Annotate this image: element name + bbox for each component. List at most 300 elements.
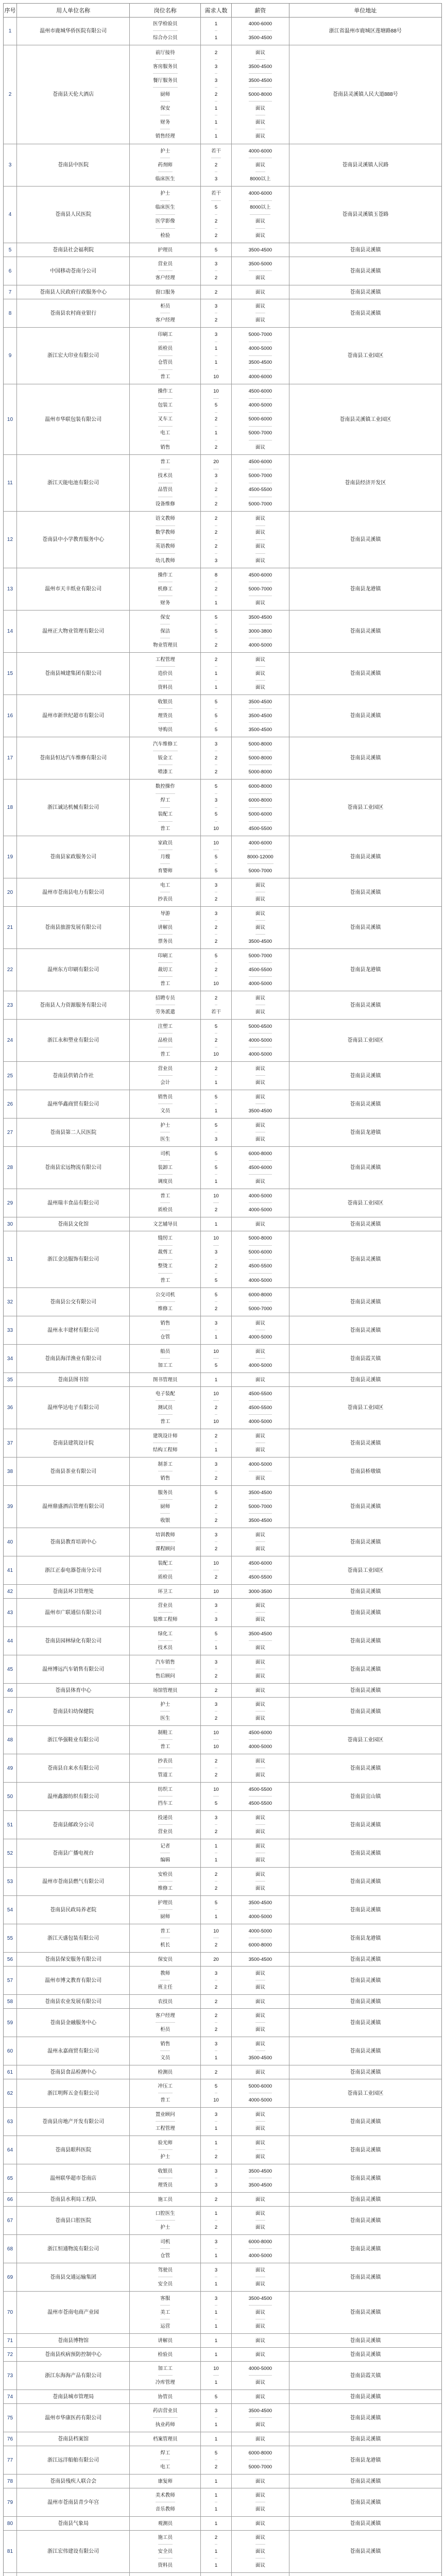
position-list (130, 1599, 201, 1626)
company-name: 苍南县人力资源服务有限公司 (17, 991, 130, 1019)
salary-list (232, 1783, 289, 1810)
company-address: 苍南县龙港镇 (350, 967, 381, 973)
salary-list (232, 1953, 289, 1966)
position-salary: 4000-5000 (248, 1744, 272, 1750)
table-row (4, 1062, 441, 1090)
position-count: 10 (213, 1783, 219, 1797)
position-salary: 3500-4500 (249, 60, 272, 74)
count-list (201, 1217, 232, 1231)
salary-list (232, 2404, 289, 2432)
count-list (201, 2263, 232, 2291)
count-list (201, 2292, 232, 2333)
position-count: 2 (214, 275, 218, 281)
company-name (17, 2573, 130, 2576)
position-list (130, 1896, 201, 1924)
position-name: 柜员 (160, 2027, 170, 2032)
salary-list (232, 2334, 289, 2347)
position-name: 普工 (160, 1744, 170, 1750)
company-address: 苍南县灵溪镇 (350, 2520, 381, 2527)
position-salary: 面议 (255, 2306, 265, 2319)
position-name: 场馆管理员 (153, 1687, 178, 1693)
table-row (4, 1118, 441, 1147)
position-salary: 5000-6000 (249, 2079, 272, 2093)
position-count: 8 (215, 568, 217, 582)
position-salary: 4500-5500 (248, 1801, 272, 1806)
company-name: 温州联华超市苍南店 (17, 2164, 130, 2192)
salary-list (232, 737, 289, 779)
salary-list (232, 1373, 289, 1386)
company-name: 苍南县城市管理局 (17, 2390, 130, 2403)
count-list (201, 2235, 232, 2263)
position-salary: 面议 (255, 685, 265, 690)
position-list (130, 2164, 201, 2192)
company-name: 苍南县家政服务公司 (17, 836, 130, 878)
position-count: 3 (215, 1316, 217, 1330)
row-number: 37 (4, 1429, 17, 1457)
position-count: 1 (214, 1108, 218, 1114)
position-list (130, 1783, 201, 1810)
position-count: 5 (215, 201, 217, 215)
position-name: 保洁 (160, 624, 170, 638)
position-list (130, 144, 201, 186)
table-row (4, 2136, 441, 2164)
position-salary: 面议 (255, 1839, 265, 1853)
position-name: 装配工 (158, 808, 173, 822)
position-count: 2 (214, 642, 218, 648)
position-salary: 面议 (255, 1447, 265, 1453)
position-salary: 3500-4500 (249, 74, 272, 88)
row-number: 18 (4, 779, 17, 836)
position-name: 医学影像 (156, 215, 175, 229)
position-name: 营业员 (158, 1599, 173, 1613)
position-count: 1 (214, 1080, 218, 1086)
row-number: 9 (4, 328, 17, 384)
position-salary: 4000-6000 (249, 836, 272, 850)
position-salary: 面议 (255, 1886, 265, 1891)
position-salary: 面议 (255, 2380, 265, 2385)
company-name: 温州永嘉商贸有限公司 (17, 2037, 130, 2065)
position-count: 2 (214, 2069, 218, 2075)
position-count: 1 (214, 35, 218, 41)
position-salary: 4000-5000 (248, 1207, 272, 1213)
salary-list (232, 2432, 289, 2446)
salary-list (232, 1599, 289, 1626)
salary-list (232, 991, 289, 1019)
row-number: 69 (4, 2263, 17, 2291)
count-list (201, 1020, 232, 1061)
position-count: 1 (214, 2324, 218, 2329)
salary-list (232, 653, 289, 694)
position-count: 2 (215, 1260, 217, 1274)
position-list (130, 2037, 201, 2065)
company-name: 苍南县水利局工程队 (17, 2193, 130, 2206)
position-name: 护理员 (158, 1896, 173, 1910)
position-list (130, 836, 201, 878)
position-list (130, 2517, 201, 2530)
salary-list (232, 2037, 289, 2065)
position-count: 3 (215, 794, 217, 808)
count-list (201, 1684, 232, 1697)
position-name: 电子装配 (156, 1387, 175, 1401)
count-list (201, 1868, 232, 1895)
position-salary: 面议 (255, 667, 265, 681)
company-name: 温州市华联包装有限公司 (17, 384, 130, 454)
count-list (201, 1627, 232, 1655)
row-number: 7 (4, 285, 17, 299)
position-count: 2 (214, 317, 218, 323)
position-name: 测试员 (158, 1401, 173, 1415)
row-number: 43 (4, 1599, 17, 1626)
position-count: 3 (215, 469, 217, 483)
position-name: 技术员 (158, 1645, 173, 1651)
position-name: 月嫂 (160, 850, 170, 864)
company-name: 温州市天丰纸业有限公司 (17, 568, 130, 610)
row-number: 14 (4, 611, 17, 652)
company-address: 苍南县灵溪镇 (350, 2274, 381, 2280)
position-name: 运营 (160, 2324, 170, 2329)
position-name: 技术员 (158, 469, 173, 483)
position-count: 10 (213, 374, 219, 380)
position-count: 3 (215, 60, 217, 74)
table-row (4, 2263, 441, 2292)
salary-list (232, 878, 289, 906)
position-count: 5 (214, 2394, 218, 2400)
position-name: 工程管理 (156, 653, 175, 667)
count-list (201, 1811, 232, 1839)
company-name: 温州东方印刷有限公司 (17, 949, 130, 991)
company-address: 苍南县灵溪镇 (350, 2436, 381, 2442)
position-salary: 面议 (255, 878, 265, 892)
position-count: 2 (215, 158, 217, 172)
position-salary: 面议 (255, 1080, 265, 1086)
salary-list (232, 187, 289, 243)
salary-list (232, 1345, 289, 1372)
position-salary: 面议 (255, 2154, 265, 2160)
salary-list (232, 1147, 289, 1189)
position-list (130, 2009, 201, 2037)
salary-list (232, 2475, 289, 2488)
table-row (4, 1231, 441, 1288)
table-row (4, 1556, 441, 1585)
company-name: 苍南县恒达汽车维修有限公司 (17, 737, 130, 779)
position-list (130, 1189, 201, 1217)
salary-list (232, 1118, 289, 1146)
position-salary: 面议 (255, 1429, 265, 1443)
position-list (130, 2292, 201, 2333)
company-address: 苍南县灵溪镇 (350, 1822, 381, 1828)
position-name: 药剂师 (158, 158, 173, 172)
position-name: 结构工程师 (153, 1447, 178, 1453)
position-list (130, 1090, 201, 1118)
position-salary: 面议 (255, 232, 265, 239)
salary-list (232, 1967, 289, 1994)
company-address: 苍南县工业园区 (347, 1737, 384, 1743)
position-list (130, 187, 201, 243)
count-list (201, 737, 232, 779)
company-name: 苍南县供销合作社 (17, 1062, 130, 1090)
position-list (130, 1118, 201, 1146)
position-count: 3 (215, 2037, 217, 2051)
company-address: 苍南县灵溪镇 (350, 2478, 381, 2484)
position-count: 3 (214, 2182, 218, 2188)
position-list (130, 1585, 201, 1598)
position-name: 数学教师 (156, 526, 175, 540)
position-count: 2 (215, 751, 217, 765)
salary-list (232, 1288, 289, 1316)
count-list (201, 2390, 232, 2403)
position-salary: 面议 (255, 1754, 265, 1768)
company-name: 苍南县教育培训中心 (17, 1528, 130, 1556)
company-address: 苍南县灵溪镇 (350, 2069, 381, 2075)
position-count: 2 (214, 444, 218, 450)
position-name: 销售 (160, 444, 170, 450)
position-salary: 3500-4500 (248, 1956, 272, 1962)
position-count: 1 (214, 1914, 218, 1920)
position-count: 2 (214, 1476, 218, 1481)
position-list (130, 2432, 201, 2446)
position-name: 投递员 (158, 1811, 173, 1825)
position-list (130, 1839, 201, 1867)
salary-list (232, 2164, 289, 2192)
table-row (4, 1373, 441, 1387)
row-number: 60 (4, 2037, 17, 2065)
position-name: 品检员 (158, 1033, 173, 1047)
count-list (201, 1231, 232, 1287)
position-name: 管道工 (158, 1772, 173, 1778)
position-salary: 4500-5500 (248, 825, 272, 832)
position-list (130, 1062, 201, 1090)
position-name: 检验员 (158, 2351, 173, 2358)
position-salary: 面议 (255, 2545, 265, 2558)
row-number: 41 (4, 1556, 17, 1584)
position-count: 5 (214, 727, 218, 733)
count-list (201, 2573, 232, 2576)
count-list (201, 455, 232, 511)
position-name: 检验 (160, 232, 170, 239)
position-count: 2 (215, 88, 217, 101)
count-list (201, 568, 232, 610)
company-address: 苍南县灵溪镇 (350, 2217, 381, 2224)
position-name: 维修工 (158, 1306, 173, 1312)
company-address: 苍南县灵溪镇 (350, 1998, 381, 2005)
position-salary: 面议 (255, 133, 265, 139)
salary-list (232, 1698, 289, 1725)
position-name: 招聘专员 (156, 991, 175, 1005)
salary-list (232, 1486, 289, 1528)
row-number: 49 (4, 1754, 17, 1782)
position-list (130, 2362, 201, 2389)
position-count: 2 (215, 526, 217, 540)
row-number: 22 (4, 949, 17, 991)
position-list (130, 17, 201, 45)
position-salary: 面议 (255, 1998, 265, 2005)
position-name: 临床医生 (155, 176, 175, 182)
table-row (4, 991, 441, 1020)
position-name: 理货员 (158, 2182, 173, 2188)
position-count: 5 (215, 949, 217, 963)
position-count: 若干 (211, 1009, 221, 1015)
company-name: 浙江宏伟建设有限公司 (17, 2531, 130, 2572)
position-salary: 面议 (255, 1772, 265, 1778)
position-salary: 面议 (255, 1316, 265, 1330)
company-name: 苍南县眼科医院 (17, 2136, 130, 2164)
position-name: 家政员 (158, 836, 173, 850)
position-name: 包装工 (158, 399, 173, 413)
position-salary: 4000-5000 (249, 1033, 272, 1047)
position-count: 3 (215, 1967, 217, 1980)
position-count: 1 (214, 1179, 218, 1184)
position-list (130, 1345, 201, 1372)
position-name: 护士 (160, 144, 170, 158)
company-name: 苍南县残疾人联合会 (17, 2475, 130, 2488)
position-salary: 4000-5000 (248, 1363, 272, 1368)
row-number: 16 (4, 695, 17, 737)
position-salary: 面议 (255, 526, 265, 540)
table-row (4, 878, 441, 907)
count-list (201, 1429, 232, 1457)
position-salary: 4500-5500 (249, 1260, 272, 1274)
company-name: 苍南县人民医院 (17, 187, 130, 243)
position-list (130, 328, 201, 384)
position-list (130, 2235, 201, 2263)
position-list (130, 2263, 201, 2291)
salary-list (232, 512, 289, 568)
company-address: 苍南县灵溪镇 (350, 2175, 381, 2181)
position-salary: 5000-6000 (249, 1246, 272, 1260)
company-address: 苍南县灵溪镇 (350, 1221, 381, 1227)
position-count: 2 (214, 501, 218, 507)
position-count: 2 (214, 1829, 218, 1835)
position-count: 10 (213, 981, 219, 987)
position-name: 质检员 (158, 342, 173, 356)
position-count: 1 (214, 2351, 218, 2358)
position-salary: 面议 (255, 289, 265, 295)
salary-list (232, 1528, 289, 1556)
position-count: 2 (214, 2225, 218, 2230)
row-number: 24 (4, 1020, 17, 1061)
salary-list (232, 1754, 289, 1782)
table-row (4, 1585, 441, 1599)
position-name: 医学检验员 (153, 17, 178, 31)
position-salary: 3000-3800 (249, 624, 272, 638)
position-count: 5 (215, 1288, 217, 1302)
position-count: 10 (213, 1232, 219, 1246)
company-name: 苍南县民政局养老院 (17, 1896, 130, 1924)
position-list (130, 1217, 201, 1231)
position-salary: 面议 (255, 2337, 265, 2344)
position-salary: 3500-5000 (249, 257, 272, 271)
position-name: 培训教师 (156, 1528, 175, 1542)
position-count: 1 (215, 2306, 217, 2319)
row-number: 26 (4, 1090, 17, 1118)
position-name: 仓管 (160, 1334, 170, 1340)
position-salary: 面议 (255, 2263, 265, 2277)
position-salary: 6000-8000 (249, 1147, 272, 1161)
row-number: 78 (4, 2475, 17, 2488)
company-address: 苍南县灵溪镇 (350, 2394, 381, 2400)
row-number: 4 (4, 187, 17, 243)
position-salary: 4000-5000 (248, 1277, 272, 1283)
company-name: 中国移动苍南分公司 (17, 257, 130, 285)
salary-list (232, 1020, 289, 1061)
company-name: 苍南县金融服务中心 (17, 2009, 130, 2037)
position-count: 2 (214, 1985, 218, 1990)
position-name: 客户经理 (156, 2009, 175, 2023)
count-list (201, 1486, 232, 1528)
position-count: 1 (214, 133, 218, 139)
position-name: 普工 (160, 825, 170, 832)
position-name: 普工 (160, 455, 170, 469)
position-name: 装配工 (158, 1556, 173, 1570)
count-list (201, 2362, 232, 2389)
company-address: 苍南县灵溪镇工业园区 (339, 416, 391, 422)
position-salary: 4500-6000 (249, 385, 272, 399)
company-name: 浙江天盛包装有限公司 (17, 1924, 130, 1952)
company-address: 苍南县灵溪镇 (350, 2246, 381, 2252)
position-salary: 面议 (255, 1811, 265, 1825)
table-row (4, 836, 441, 878)
position-count: 10 (213, 825, 219, 832)
table-row (4, 1316, 441, 1345)
position-count: 2 (215, 1754, 217, 1768)
position-count: 2 (214, 1942, 218, 1948)
company-name: 浙江永和塑业有限公司 (17, 1020, 130, 1061)
position-name: 操作工 (158, 385, 173, 399)
position-salary: 5000-7000 (249, 949, 272, 963)
count-list (201, 384, 232, 454)
company-name: 浙江宏大印业有限公司 (17, 328, 130, 384)
position-salary: 面议 (255, 540, 265, 554)
table-row (4, 1726, 441, 1754)
row-number: 47 (4, 1698, 17, 1725)
salary-list (232, 1585, 289, 1598)
company-address: 苍南县灵溪镇 (350, 1878, 381, 1885)
table-row (4, 653, 441, 695)
position-name: 综合办公员 (153, 35, 178, 41)
company-address: 苍南县灵溪镇 (350, 1907, 381, 1913)
position-name: 挡车工 (158, 1801, 173, 1806)
company-name: 温州市鹿城华侨医院有限公司 (17, 17, 130, 45)
count-list (201, 1726, 232, 1754)
company-name: 苍南县宏远物流有限公司 (17, 1147, 130, 1189)
position-count: 5 (215, 1020, 217, 1033)
position-count: 3 (215, 1698, 217, 1711)
table-row (4, 2390, 441, 2404)
position-count: 5 (215, 1627, 217, 1641)
company-name: 温州华达电子有限公司 (17, 1387, 130, 1429)
salary-list (232, 1217, 289, 1231)
position-count: 10 (213, 1924, 219, 1938)
table-row (4, 285, 441, 299)
row-number: 48 (4, 1726, 17, 1754)
company-name: 苍南县妇幼保健院 (17, 1698, 130, 1725)
company-name: 温州鼎盛酒店管理有限公司 (17, 1486, 130, 1528)
company-name: 温州市苍南县青少年宫 (17, 2488, 130, 2516)
company-name: 苍南县环卫管理处 (17, 1585, 130, 1598)
company-address: 苍南县灵溪镇 (350, 289, 381, 295)
row-number: 57 (4, 1967, 17, 1994)
row-number: 32 (4, 1288, 17, 1316)
position-name: 厨师 (160, 1500, 170, 1514)
table-row (4, 45, 441, 144)
company-address: 苍南县工业园区 (347, 1200, 384, 1206)
position-name: 质检员 (158, 1574, 173, 1580)
position-salary: 面议 (255, 46, 265, 60)
position-name: 收银 (160, 1518, 170, 1523)
salary-list (232, 17, 289, 45)
position-salary: 3500-4500 (249, 1486, 272, 1500)
position-list (130, 2573, 201, 2576)
